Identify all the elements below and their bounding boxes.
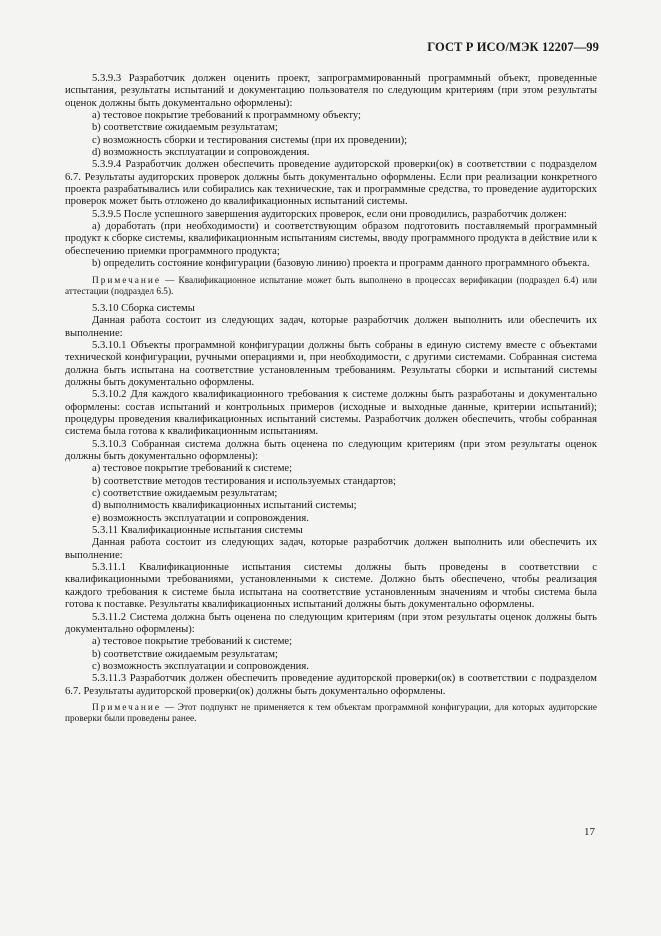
list-item: a) тестовое покрытие требований к системе; [92,463,293,475]
page-number: 17 [584,826,595,838]
list-item: c) возможность сборки и тестирования системы (при их проведении); [92,134,408,146]
paragraph: b) определить состояние конфигурации (базовую линию) проекта и программ данного программного объекта. [92,258,590,270]
paragraph: Данная работа состоит из следующих задач, которые разработчик должен выполнить или обеспечить их выполнение: [65,315,597,339]
document-body [65,73,597,730]
paragraph: 5.3.11 Квалификационные испытания системы [92,525,303,537]
paragraph: Данная работа состоит из следующих задач, которые разработчик должен выполнить или обеспечить их выполнение: [65,537,597,561]
list-item: a) тестовое покрытие требований к программному объекту; [92,110,361,122]
note-text: — Квалификационное испытание может быть выполнено в процессах верификации (подраздел 6.4) или аттестации (подраздел 6.5). [65,275,597,297]
list-item: e) возможность эксплуатации и сопровождения. [92,512,309,524]
list-item: c) соответствие ожидаемым результатам; [92,488,278,500]
list-item: d) выполнимость квалификационных испытаний системы; [92,500,357,512]
document-header: ГОСТ Р ИСО/МЭК 12207—99 [427,40,599,54]
paragraph: 5.3.10 Сборка системы [92,302,195,314]
paragraph: 5.3.10.3 Собранная система должна быть оценена по следующим критериям (при этом результаты оценок должны быть документально оформлены): [65,438,597,463]
note-paragraph [65,703,597,725]
note-text: — Этот подпункт не применяется к тем объектам программной конфигурации, для которых аудиторские проверки были проведены ранее. [65,702,597,725]
paragraph: 5.3.11.3 Разработчик должен обеспечить проведение аудиторской проверки(ок) в соответствии с подразделом 6.7. Результаты аудиторской проверки(ок) должны быть документально оформлены. [65,673,597,697]
paragraph: 5.3.9.5 После успешного завершения аудиторских проверок, если они проводились, разработчик должен: [92,208,567,220]
list-item: b) соответствие методов тестирования и используемых стандартов; [92,475,396,487]
note-paragraph [65,276,597,298]
paragraph: a) доработать (при необходимости) и соответствующим образом подготовить поставляемый программный продукт к сборке системы, квалификационным испытаниям системы, вводу программного продукта в действие или к обеспечению приемки программного продукта; [65,221,597,257]
note-label: Примечание [92,275,161,286]
list-item: d) возможность эксплуатации и сопровождения. [92,147,310,159]
paragraph: 5.3.10.1 Объекты программной конфигурации должны быть собраны в единую систему вместе с объектами технической конфигурации, ручными операциями и, при необходимости, с другими системами. Собранная система должна быть испытана на соответствие установленным требованиям. Результаты сборки и испытаний системы должны быть документально оформлены. [65,339,597,388]
paragraph: 5.3.9.4 Разработчик должен обеспечить проведение аудиторской проверки(ок) в соответствии с подразделом 6.7. Результаты аудиторских проверок должны быть документально оформлены. Если при реализации конкретного проекта разрабатывались или собирались как технические, так и программные средства, то проведение аудиторских проверок может быть отложено до квалификационных испытаний системы. [65,159,597,208]
list-item: a) тестовое покрытие требований к системе; [92,636,293,648]
paragraph: 5.3.11.2 Система должна быть оценена по следующим критериям (при этом результаты оценок должны быть документально оформлены): [65,611,597,635]
paragraph: 5.3.9.3 Разработчик должен оценить проект, запрограммированный программный объект, проведенные испытания, результаты испытаний и документацию пользователя по следующим критериям (при этом результаты оценок должны быть документально оформлены): [65,73,597,109]
paragraph: 5.3.10.2 Для каждого квалификационного требования к системе должны быть разработаны и документально оформлены: состав испытаний и контрольных примеров (исходные и выходные данные, критерии испытаний); процедуры проведения квалификационных испытаний системы. Разработчик должен обеспечить, чтобы собранная система была готова к квалификационным испытаниям. [65,389,597,438]
paragraph: 5.3.11.1 Квалификационные испытания системы должны быть проведены в соответствии с квалификационными требованиями, установленными к системе. Должно быть обеспечено, чтобы реализация каждого требования к системе была испытана на соответствие установленным значениям и чтобы система была готова к поставке. Результаты квалификационных испытаний должны быть документально оформлены. [65,562,597,611]
list-item: c) возможность эксплуатации и сопровождения. [92,660,309,672]
list-item: b) соответствие ожидаемым результатам; [92,122,278,134]
note-label: Примечание [92,702,161,713]
list-item: b) соответствие ожидаемым результатам; [92,648,278,660]
